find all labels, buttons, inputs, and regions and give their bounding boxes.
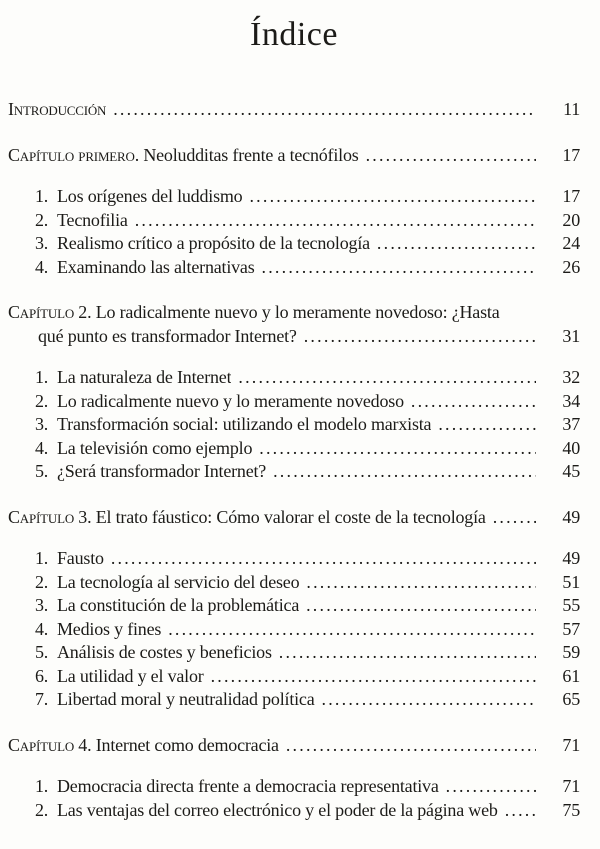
item-number: 3.: [35, 595, 49, 615]
page-number: 59: [562, 642, 580, 662]
dot-leader: [238, 366, 536, 390]
dot-leader: [411, 390, 536, 414]
item-number: 2.: [35, 571, 49, 592]
toc-item: [8, 688, 580, 712]
item-label: Fausto: [57, 548, 104, 568]
item-number: 2.: [35, 209, 49, 230]
item-label: Libertad moral y neutralidad política: [57, 689, 315, 709]
dot-leader: [259, 437, 536, 461]
item-number: 7.: [35, 689, 49, 709]
chapter-heading-line2: [8, 325, 580, 349]
chapter-prefix: Capítulo 3.: [8, 506, 92, 527]
item-number: 1.: [35, 367, 49, 387]
toc-item: [8, 547, 580, 571]
page-number: 71: [562, 734, 580, 755]
toc-item: [8, 775, 580, 799]
dot-leader: [168, 618, 536, 642]
dot-leader: [304, 325, 536, 349]
chapter-heading: [8, 734, 580, 758]
chapter-title-text: qué punto es transformador Internet?: [38, 325, 297, 346]
dot-leader: [438, 413, 536, 437]
dot-leader: [249, 185, 536, 209]
chapter-title-text: Neoludditas frente a tecnófilos: [143, 144, 359, 165]
toc-item: [8, 571, 580, 595]
item-number: 3.: [35, 233, 49, 253]
dot-leader: [273, 460, 536, 484]
toc-item: [8, 366, 580, 390]
item-label: La tecnología al servicio del deseo: [57, 571, 300, 592]
toc-item: [8, 413, 580, 437]
dot-leader: [505, 799, 536, 823]
page-number: 24: [562, 233, 580, 253]
chapter-section-3: [8, 506, 580, 712]
chapter-prefix: Capítulo 4.: [8, 734, 92, 755]
page-number: 31: [562, 325, 580, 346]
chapter-title: [8, 506, 486, 530]
page-number: 17: [562, 186, 580, 206]
item-label: La utilidad y el valor: [57, 665, 204, 686]
toc-item: [8, 185, 580, 209]
item-label: Examinando las alternativas: [57, 256, 255, 277]
dot-leader: [262, 256, 536, 280]
dot-leader: [493, 506, 536, 530]
item-number: 3.: [35, 414, 49, 434]
toc-item: [8, 232, 580, 256]
chapter-items: [8, 185, 580, 279]
page-number: 55: [562, 595, 580, 615]
item-number: 1.: [35, 776, 49, 796]
toc-item: [8, 460, 580, 484]
chapter-title: [8, 144, 359, 168]
item-label: La constitución de la problemática: [57, 595, 300, 615]
toc-item: [8, 390, 580, 414]
chapter-title: [8, 734, 279, 758]
chapter-title-text: Internet como democracia: [95, 734, 279, 755]
chapter-title-text: El trato fáustico: Cómo valorar el coste de la tecnología: [95, 506, 486, 527]
item-number: 6.: [35, 665, 49, 686]
chapter-section-1: [8, 144, 580, 280]
chapter-items: [8, 547, 580, 712]
page-number: 61: [562, 665, 580, 686]
item-label: Análisis de costes y beneficios: [57, 642, 272, 662]
dot-leader: [279, 641, 536, 665]
dot-leader: [377, 232, 536, 256]
item-label: Las ventajas del correo electrónico y el poder de la página web: [57, 799, 498, 820]
item-number: 1.: [35, 186, 49, 206]
page-number: 37: [562, 414, 580, 434]
toc-entry-introduction: [8, 98, 580, 122]
dot-leader: [306, 571, 536, 595]
chapter-section-4: [8, 734, 580, 823]
chapter-title: [8, 301, 500, 325]
dot-leader: [286, 734, 536, 758]
item-label: Realismo crítico a propósito de la tecnología: [57, 233, 370, 253]
item-label: Los orígenes del luddismo: [57, 186, 243, 206]
page-title: Índice: [250, 16, 338, 53]
item-label: Lo radicalmente nuevo y lo meramente novedoso: [57, 390, 404, 411]
toc-item: [8, 209, 580, 233]
dot-leader: [113, 98, 536, 122]
chapter-section-2: [8, 301, 580, 484]
page-number: 71: [562, 776, 580, 796]
chapter-heading: [8, 506, 580, 530]
page-number: 49: [562, 548, 580, 568]
page-number: 45: [562, 461, 580, 481]
toc-item: [8, 594, 580, 618]
entry-label: Introducción: [8, 99, 107, 119]
toc-item: [8, 618, 580, 642]
dot-leader: [135, 209, 536, 233]
item-number: 1.: [35, 548, 49, 568]
page-number: 11: [563, 99, 580, 119]
page-number: 20: [562, 209, 580, 230]
chapter-heading-line1: [8, 301, 580, 325]
item-label: Transformación social: utilizando el modelo marxista: [57, 414, 432, 434]
page-number: 49: [562, 506, 580, 527]
chapter-prefix: Capítulo primero.: [8, 144, 140, 165]
dot-leader: [111, 547, 536, 571]
dot-leader: [322, 688, 536, 712]
dot-leader: [446, 775, 536, 799]
page-number: 65: [562, 689, 580, 709]
toc-item: [8, 256, 580, 280]
page-number: 51: [562, 571, 580, 592]
page-number: 32: [562, 367, 580, 387]
item-label: La televisión como ejemplo: [57, 437, 253, 458]
item-number: 2.: [35, 390, 49, 411]
toc-item: [8, 437, 580, 461]
item-label: La naturaleza de Internet: [57, 367, 232, 387]
item-label: ¿Será transformador Internet?: [57, 461, 267, 481]
toc-item: [8, 641, 580, 665]
item-label: Tecnofilia: [57, 209, 128, 230]
chapter-items: [8, 366, 580, 484]
item-number: 4.: [35, 618, 49, 639]
dot-leader: [211, 665, 536, 689]
page-number: 17: [562, 144, 580, 165]
page-number: 26: [562, 256, 580, 277]
chapter-title-text: Lo radicalmente nuevo y lo meramente novedoso: ¿Hasta: [95, 302, 500, 322]
item-number: 5.: [35, 642, 49, 662]
item-number: 4.: [35, 437, 49, 458]
chapter-items: [8, 775, 580, 822]
dot-leader: [306, 594, 536, 618]
page-number: 34: [562, 390, 580, 411]
page-number: 75: [562, 799, 580, 820]
chapter-prefix: Capítulo 2.: [8, 302, 92, 322]
toc-item: [8, 799, 580, 823]
item-label: Medios y fines: [57, 618, 162, 639]
item-label: Democracia directa frente a democracia representativa: [57, 776, 439, 796]
toc-item: [8, 665, 580, 689]
dot-leader: [366, 144, 536, 168]
chapter-heading: [8, 144, 580, 168]
item-number: 5.: [35, 461, 49, 481]
item-number: 2.: [35, 799, 49, 820]
page-number: 40: [562, 437, 580, 458]
item-number: 4.: [35, 256, 49, 277]
page-number: 57: [562, 618, 580, 639]
